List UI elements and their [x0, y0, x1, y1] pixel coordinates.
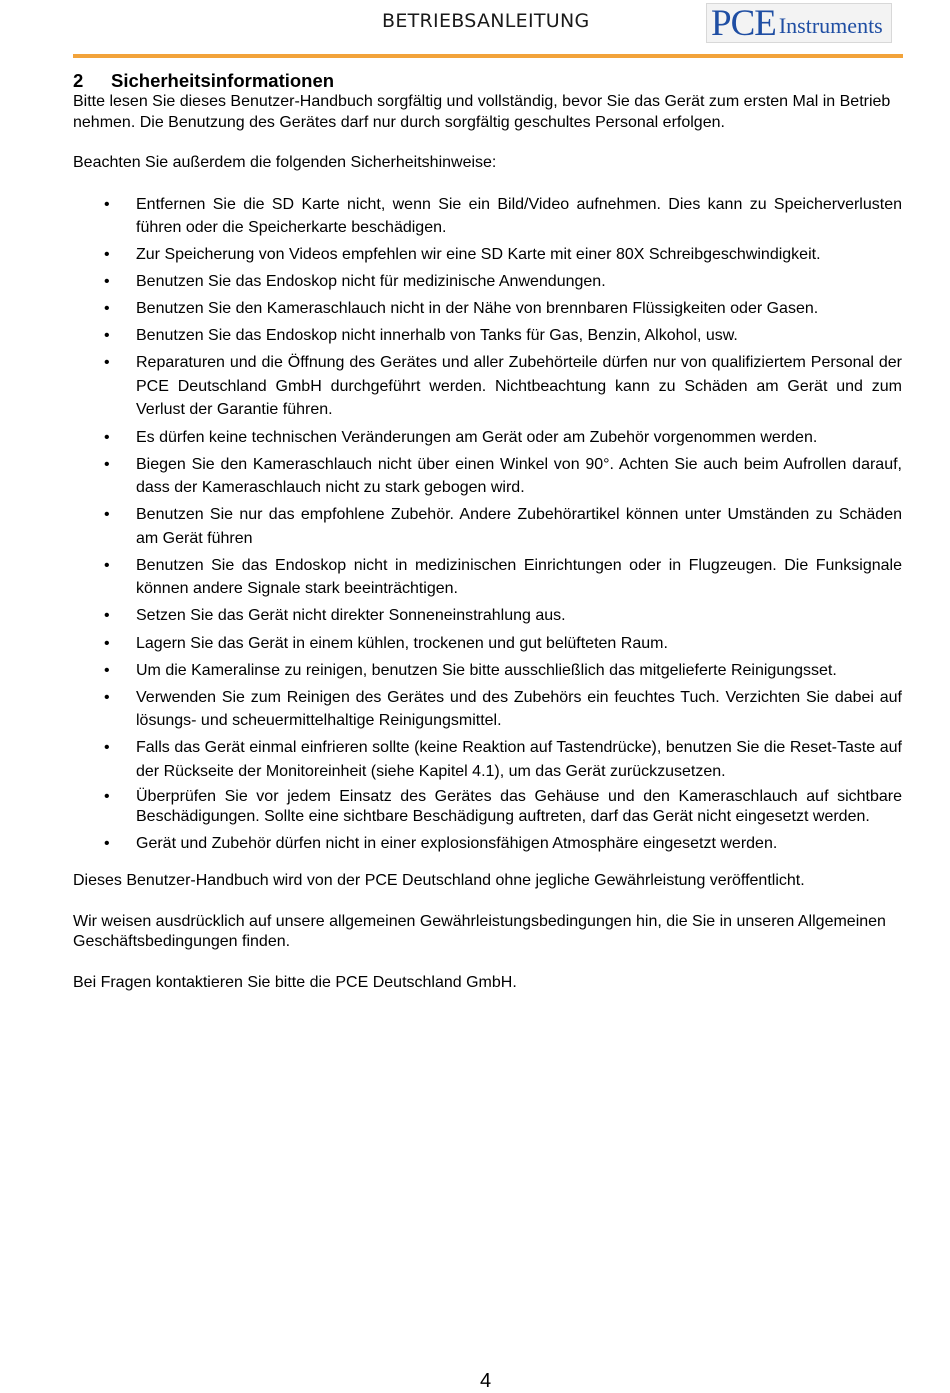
disclaimer-paragraph: Dieses Benutzer-Handbuch wird von der PCE Deutschland ohne jegliche Gewährleistung veröffentlicht.: [73, 872, 805, 889]
section-number: 2: [73, 70, 84, 91]
bullet-icon: •: [104, 607, 110, 625]
section-title: Sicherheitsinformationen: [111, 70, 335, 91]
list-item: [73, 787, 902, 828]
list-item-text: Benutzen Sie das Endoskop nicht für medizinische Anwendungen.: [136, 273, 606, 291]
list-item: [73, 324, 902, 348]
list-item-text: Benutzen Sie nur das empfohlene Zubehör. Andere Zubehörartikel können unter Umständen zu Schäden am Gerät führen: [136, 506, 902, 547]
list-item-text: Es dürfen keine technischen Veränderungen am Gerät oder am Zubehör vorgenommen werden.: [136, 428, 818, 446]
contact-paragraph: Bei Fragen kontaktieren Sie bitte die PCE Deutschland GmbH.: [73, 973, 517, 991]
list-item-text: Reparaturen und die Öffnung des Gerätes und aller Zubehörteile dürfen nur von qualifiziertem Personal der PCE Deutschland GmbH durchgeführt werden. Nichtbeachtung kann zu Schäden am Gerät und zum Verlust der Garantie führen.: [136, 354, 902, 419]
bullet-icon: •: [104, 787, 110, 805]
list-item: [73, 503, 902, 550]
bullet-icon: •: [104, 661, 110, 679]
page-number: 4: [480, 1370, 492, 1392]
bullet-icon: •: [104, 634, 110, 652]
list-item: [73, 554, 902, 601]
logo-sub-text: Instruments: [778, 13, 883, 38]
list-item-text: Zur Speicherung von Videos empfehlen wir eine SD Karte mit einer 80X Schreibgeschwindigkeit.: [136, 246, 821, 264]
list-item-text: Falls das Gerät einmal einfrieren sollte (keine Reaktion auf Tastendrücke), benutzen Sie die Reset-Taste auf der Rückseite der Monitoreinheit (siehe Kapitel 4.1), um das Gerät zurückzusetzen.: [136, 739, 902, 780]
list-item: [73, 297, 902, 321]
list-item-text: Benutzen Sie das Endoskop nicht in medizinischen Einrichtungen oder in Flugzeugen. Die Funksignale können andere Signale stark beeinträchtigen.: [136, 556, 902, 598]
warranty-paragraph: Wir weisen ausdrücklich auf unsere allgemeinen Gewährleistungsbedingungen hin, die Sie in unseren Allgemeinen Geschäftsbedingungen finden.: [73, 912, 886, 950]
list-item-text: Verwenden Sie zum Reinigen des Gerätes und des Zubehörs ein feuchtes Tuch. Verzichten Sie dabei auf lösungs- und scheuermittelhaltige Reinigungsmittel.: [136, 688, 902, 730]
lead-paragraph: Beachten Sie außerdem die folgenden Sicherheitshinweise:: [73, 154, 497, 171]
pce-instruments-logo: [706, 3, 892, 43]
list-item: [73, 632, 902, 656]
bullet-icon: •: [104, 246, 110, 264]
bullet-icon: •: [104, 428, 110, 446]
list-item-text: Biegen Sie den Kameraschlauch nicht über einen Winkel von 90°. Achten Sie auch beim Aufrollen darauf, dass der Kameraschlauch nicht zu stark gebogen wird.: [136, 455, 902, 497]
list-item-text: Setzen Sie das Gerät nicht direkter Sonneneinstrahlung aus.: [136, 607, 566, 625]
list-item: [73, 426, 902, 450]
list-item-text: Überprüfen Sie vor jedem Einsatz des Gerätes das Gehäuse und den Kameraschlauch auf sichtbare Beschädigungen. Sollte eine sichtbare Beschädigung auftreten, darf das Gerät nicht eingesetzt werden.: [136, 787, 902, 826]
bullet-icon: •: [104, 739, 110, 757]
section-heading: [73, 69, 902, 92]
list-item: [73, 193, 902, 240]
safety-list: [73, 193, 902, 856]
logo-main-text: PCE: [711, 2, 776, 44]
list-item: [73, 270, 902, 294]
list-item: [73, 243, 902, 267]
bullet-icon: •: [104, 195, 110, 213]
bullet-icon: •: [104, 455, 110, 473]
bullet-icon: •: [104, 300, 110, 318]
intro-paragraph: Bitte lesen Sie dieses Benutzer-Handbuch sorgfältig und vollständig, bevor Sie das Gerät zum ersten Mal in Betrieb nehmen. Die Benutzung des Gerätes darf nur durch sorgfältig geschultes Personal erfolgen.: [73, 93, 891, 131]
bullet-icon: •: [104, 688, 110, 706]
list-item: [73, 604, 902, 628]
list-item-text: Um die Kameralinse zu reinigen, benutzen Sie bitte ausschließlich das mitgelieferte Reinigungsset.: [136, 661, 837, 679]
list-item: [73, 659, 902, 683]
list-item: [73, 736, 902, 783]
header-divider: [73, 54, 903, 58]
bullet-icon: •: [104, 273, 110, 291]
list-item-text: Lagern Sie das Gerät in einem kühlen, trockenen und gut belüfteten Raum.: [136, 634, 668, 652]
list-item-text: Gerät und Zubehör dürfen nicht in einer explosionsfähigen Atmosphäre eingesetzt werden.: [136, 834, 778, 852]
list-item-text: Entfernen Sie die SD Karte nicht, wenn Sie ein Bild/Video aufnehmen. Dies kann zu Speicherverlusten führen oder die Speicherkarte beschädigen.: [136, 195, 902, 236]
document-header-title: BETRIEBSANLEITUNG: [382, 10, 590, 32]
bullet-icon: •: [104, 327, 110, 345]
list-item: [73, 832, 902, 856]
bullet-icon: •: [104, 354, 110, 372]
bullet-icon: •: [104, 834, 110, 852]
list-item-text: Benutzen Sie das Endoskop nicht innerhalb von Tanks für Gas, Benzin, Alkohol, usw.: [136, 327, 738, 345]
list-item: [73, 351, 902, 422]
bullet-icon: •: [104, 506, 110, 524]
list-item: [73, 453, 902, 500]
bullet-icon: •: [104, 556, 110, 574]
list-item-text: Benutzen Sie den Kameraschlauch nicht in der Nähe von brennbaren Flüssigkeiten oder Gasen.: [136, 300, 819, 318]
list-item: [73, 686, 902, 733]
document-body: [73, 69, 902, 993]
